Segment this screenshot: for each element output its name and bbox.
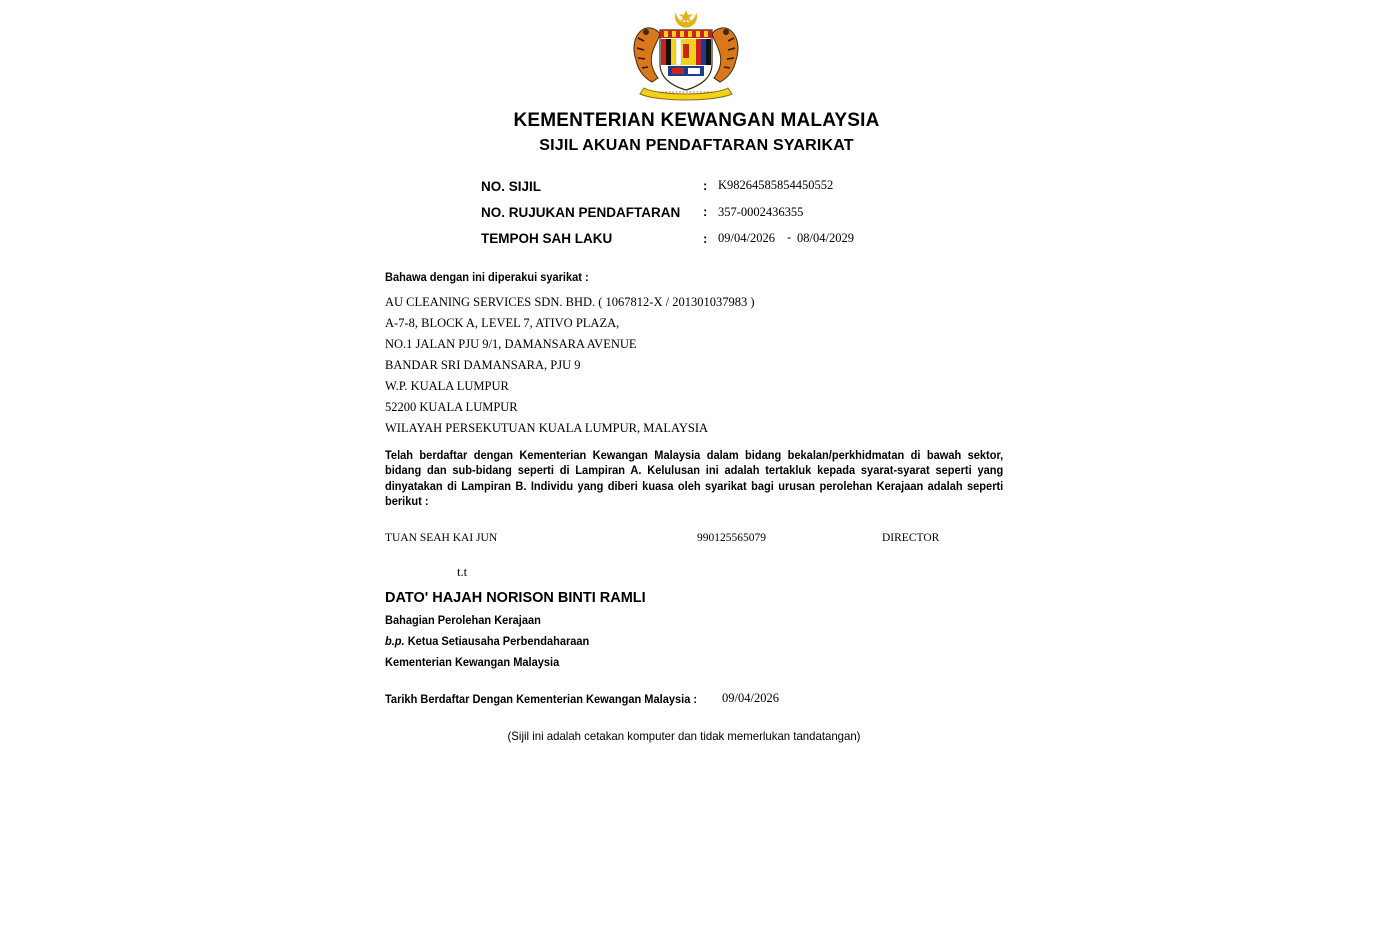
authorized-person-id: 990125565079 — [697, 532, 766, 544]
colon-separator: : — [703, 204, 708, 219]
authorized-person-name: TUAN SEAH KAI JUN — [385, 532, 498, 544]
signatory-line-3: Kementerian Kewangan Malaysia — [385, 655, 560, 669]
coat-of-arms-crest — [628, 8, 744, 102]
signatory-line-2 — [385, 634, 589, 648]
signatory-line-1: Bahagian Perolehan Kerajaan — [385, 613, 541, 627]
computer-generated-note: (Sijil ini adalah cetakan komputer dan tidak memerlukan tandatangan) — [507, 729, 861, 743]
registration-date-label: Tarikh Berdaftar Dengan Kementerian Kewangan Malaysia : — [385, 692, 698, 706]
tempoh-from-date: 09/04/2026 — [718, 231, 775, 245]
tempoh-separator: - — [787, 230, 792, 244]
authorized-person-role: DIRECTOR — [882, 532, 940, 544]
no-sijil-value: K98264585854450552 — [718, 178, 834, 192]
tt-mark: t.t — [457, 565, 468, 579]
registration-paragraph: Telah berdaftar dengan Kementerian Kewangan Malaysia dalam bidang bekalan/perkhidmatan di bawah sektor, bidang dan sub-bidang seperti di Lampiran A. Kelulusan ini adalah tertakluk kepada syarat-syarat seperti yang dinyatakan di Lampiran B. Individu yang diberi kuasa oleh syarikat bagi urusan perolehan Kerajaan adalah seperti berikut : — [385, 448, 1004, 508]
address-line: 52200 KUALA LUMPUR — [385, 400, 518, 414]
page-subtitle: SIJIL AKUAN PENDAFTARAN SYARIKAT — [539, 137, 854, 154]
colon-separator: : — [703, 178, 708, 193]
tempoh-to-date: 08/04/2029 — [797, 231, 854, 245]
address-line: W.P. KUALA LUMPUR — [385, 379, 509, 393]
address-line: NO.1 JALAN PJU 9/1, DAMANSARA AVENUE — [385, 337, 637, 351]
address-line: BANDAR SRI DAMANSARA, PJU 9 — [385, 358, 581, 372]
colon-separator: : — [703, 231, 708, 246]
company-name-line: AU CLEANING SERVICES SDN. BHD. ( 1067812-X / 201301037983 ) — [385, 295, 755, 309]
intro-text: Bahawa dengan ini diperakui syarikat : — [385, 270, 589, 284]
registration-date-value: 09/04/2026 — [722, 691, 779, 705]
rujukan-value: 357-0002436355 — [718, 205, 804, 219]
tempoh-label: TEMPOH SAH LAKU — [481, 231, 613, 246]
signatory-name: DATO' HAJAH NORISON BINTI RAMLI — [385, 590, 646, 606]
address-line: A-7-8, BLOCK A, LEVEL 7, ATIVO PLAZA, — [385, 316, 620, 330]
address-line: WILAYAH PERSEKUTUAN KUALA LUMPUR, MALAYSIA — [385, 421, 709, 435]
bp-prefix: b.p. — [385, 634, 405, 648]
no-sijil-label: NO. SIJIL — [481, 179, 542, 194]
signatory-title: Ketua Setiausaha Perbendaharaan — [404, 634, 590, 648]
rujukan-label: NO. RUJUKAN PENDAFTARAN — [481, 205, 681, 220]
page-title: KEMENTERIAN KEWANGAN MALAYSIA — [513, 110, 880, 131]
